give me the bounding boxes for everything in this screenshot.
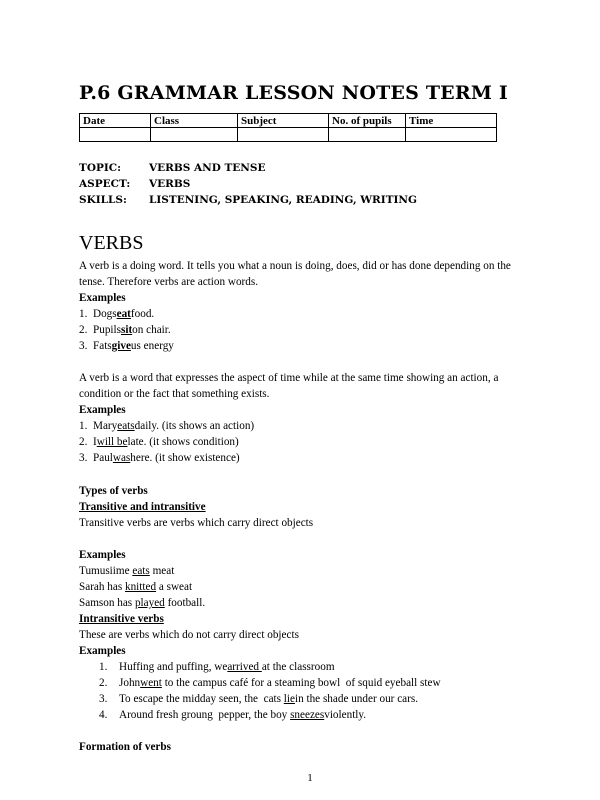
verb-highlight: knitted bbox=[124, 581, 157, 593]
verb-highlight: played bbox=[134, 597, 165, 609]
examples-label: Examples bbox=[79, 549, 126, 561]
page-number: 1 bbox=[307, 772, 313, 784]
list-item: Sarah has knitted a sweat bbox=[79, 581, 193, 593]
list-item: 2. Pupils sit on chair. bbox=[79, 324, 171, 336]
transitive-heading: Transitive and intransitive bbox=[79, 501, 206, 513]
verb-highlight: eat bbox=[116, 308, 131, 320]
intro-line-1: A verb is a doing word. It tells you what a noun is doing, does, did or has done depending on the bbox=[79, 260, 511, 272]
header-date: Date bbox=[80, 114, 151, 128]
verb-highlight: eats bbox=[117, 420, 135, 432]
list-item: 4. Around fresh groung pepper, the boy sneezes violently. bbox=[99, 709, 367, 721]
list-item: 1. Mary eats daily. (its shows an action) bbox=[79, 420, 255, 432]
skills-value: LISTENING, SPEAKING, READING, WRITING bbox=[149, 194, 417, 206]
list-item: Tumusiime eats meat bbox=[79, 565, 175, 577]
examples-label: Examples bbox=[79, 645, 126, 657]
verb-highlight: will be bbox=[96, 436, 128, 448]
aspect-label: ASPECT: bbox=[79, 178, 131, 190]
examples-label: Examples bbox=[79, 404, 126, 416]
verb-highlight: arrived bbox=[227, 661, 262, 673]
list-item: 2. John went to the campus café for a steaming bowl of squid eyeball stew bbox=[99, 677, 441, 689]
header-pupils: No. of pupils bbox=[329, 114, 406, 128]
aspect-examples-list bbox=[79, 418, 539, 466]
lesson-info-table bbox=[79, 113, 497, 142]
transitive-definition: Transitive verbs are verbs which carry direct objects bbox=[79, 517, 314, 529]
intro-examples-list bbox=[79, 306, 539, 354]
intransitive-examples-list bbox=[99, 659, 539, 723]
topic-label: TOPIC: bbox=[79, 162, 121, 174]
header-time: Time bbox=[406, 114, 497, 128]
verb-highlight: sit bbox=[120, 324, 133, 336]
table-row bbox=[80, 128, 497, 142]
verb-highlight: give bbox=[111, 340, 131, 352]
verb-highlight: was bbox=[112, 452, 131, 464]
verb-highlight: lie bbox=[283, 693, 295, 705]
topic-value: VERBS AND TENSE bbox=[149, 162, 266, 174]
aspect-value: VERBS bbox=[149, 178, 191, 190]
list-item: 3. To escape the midday seen, the cats lie in the shade under our cars. bbox=[99, 693, 419, 705]
intro-line-2: tense. Therefore verbs are action words. bbox=[79, 276, 259, 288]
cell-subject[interactable] bbox=[238, 128, 329, 142]
list-item: 1. Dogs eat food. bbox=[79, 308, 155, 320]
intro-section bbox=[79, 258, 539, 354]
types-heading: Types of verbs bbox=[79, 485, 148, 497]
document-title: P.6 GRAMMAR LESSON NOTES TERM I bbox=[79, 82, 508, 104]
verb-highlight: sneezes bbox=[290, 709, 325, 721]
cell-time[interactable] bbox=[406, 128, 497, 142]
section-heading-verbs: VERBS bbox=[79, 232, 144, 254]
aspect-definition-section bbox=[79, 370, 539, 466]
verb-highlight: went bbox=[140, 677, 162, 689]
list-item: 3. Fats give us energy bbox=[79, 340, 174, 352]
intransitive-definition: These are verbs which do not carry direct objects bbox=[79, 629, 299, 641]
aspect-line-1: A verb is a word that expresses the aspect of time while at the same time showing an action, a bbox=[79, 372, 499, 384]
list-item: Samson has played football. bbox=[79, 597, 206, 609]
aspect-line-2: condition or the fact that something exists. bbox=[79, 388, 270, 400]
types-section bbox=[79, 483, 539, 755]
examples-label: Examples bbox=[79, 292, 126, 304]
cell-date[interactable] bbox=[80, 128, 151, 142]
cell-pupils[interactable] bbox=[329, 128, 406, 142]
cell-class[interactable] bbox=[151, 128, 238, 142]
skills-label: SKILLS: bbox=[79, 194, 127, 206]
table-header-row bbox=[80, 114, 497, 128]
lesson-info bbox=[79, 160, 417, 208]
intransitive-heading: Intransitive verbs bbox=[79, 613, 164, 625]
list-item: 3. Paul was here. (it show existence) bbox=[79, 452, 240, 464]
header-class: Class bbox=[151, 114, 238, 128]
header-subject: Subject bbox=[238, 114, 329, 128]
list-item: 2. I will be late. (it shows condition) bbox=[79, 436, 239, 448]
verb-highlight: eats bbox=[132, 565, 150, 577]
list-item: 1. Huffing and puffing, we arrived at the classroom bbox=[99, 661, 335, 673]
formation-heading: Formation of verbs bbox=[79, 741, 171, 753]
